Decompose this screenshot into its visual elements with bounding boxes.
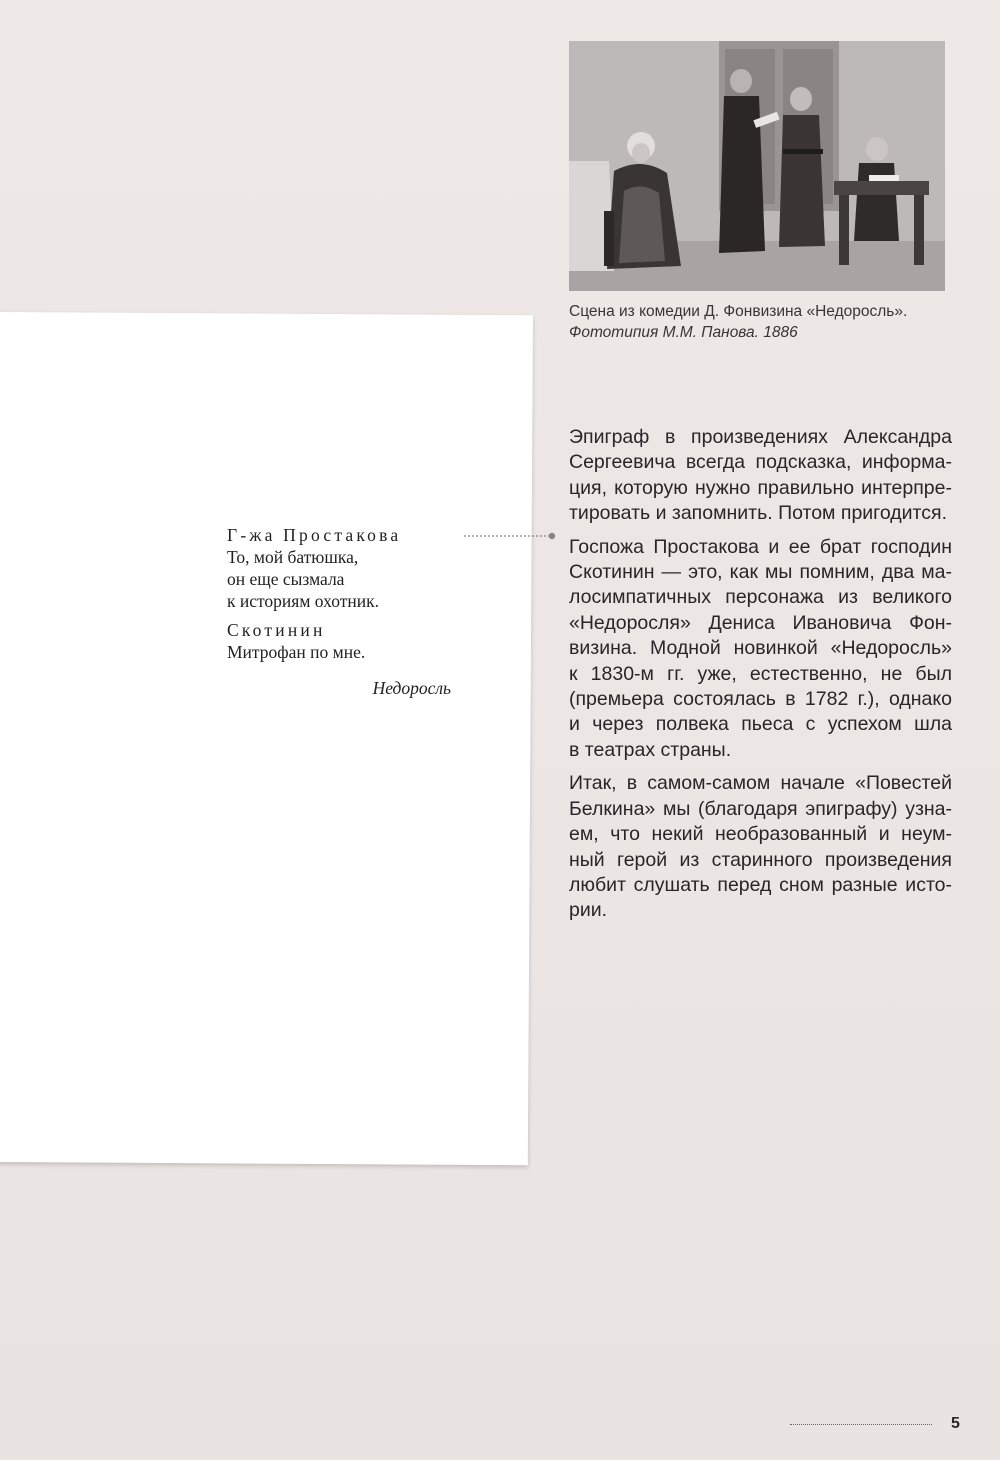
- text-line: ный герой из старинного произведения: [569, 848, 952, 871]
- text-line: Госпожа Простакова и ее брат господин: [569, 535, 952, 558]
- text-line: ем, что некий необразованный и неум-: [569, 823, 952, 846]
- body-text: [569, 425, 952, 932]
- epigraph-page: [0, 312, 533, 1165]
- paragraph-3: [569, 771, 952, 923]
- caption-title: Сцена из комедии Д. Фонвизина «Недоросль».: [569, 303, 908, 320]
- text-line: любит слушать перед сном разные исто-: [569, 873, 952, 896]
- text-line: Итак, в самом-самом начале «Повестей: [569, 772, 952, 795]
- theatre-scene-photo: [569, 41, 945, 291]
- text-line: к 1830-м гг. уже, естественно, не был: [569, 662, 952, 685]
- paragraph-1: [569, 425, 952, 527]
- paragraph-2: [569, 535, 952, 764]
- epigraph: [227, 524, 457, 699]
- epigraph-line: к историям охотник.: [227, 591, 379, 611]
- text-line: ция, которую нужно правильно интерпре-: [569, 476, 952, 499]
- connector-line: [464, 531, 560, 541]
- epigraph-speaker-prostakova: Г-жа Простакова: [227, 525, 402, 545]
- photo-caption: [569, 301, 969, 343]
- text-line: тировать и запомнить. Потом пригодится.: [569, 502, 947, 525]
- text-line: (премьера состоялась в 1782 г.), однако: [569, 688, 952, 711]
- footer-rule: [790, 1424, 932, 1425]
- epigraph-line: Митрофан по мне.: [227, 642, 366, 662]
- text-line: визина. Модной новинкой «Недоросль»: [569, 637, 952, 660]
- text-line: лосимпатичных персонажа из великого: [569, 586, 952, 609]
- text-line: «Недоросля» Дениса Ивановича Фон-: [569, 611, 952, 634]
- text-line: Скотинин — это, как мы помним, два ма-: [569, 561, 952, 584]
- text-line: в театрах страны.: [569, 738, 732, 761]
- text-line: рии.: [569, 899, 608, 922]
- page-number: 5: [951, 1415, 960, 1432]
- epigraph-line: он еще сызмала: [227, 569, 345, 589]
- text-line: Сергеевича всегда подсказка, информа-: [569, 451, 952, 474]
- text-line: Белкина» мы (благодаря эпиграфу) узна-: [569, 797, 952, 820]
- text-line: Эпиграф в произведениях Александра: [569, 426, 952, 448]
- epigraph-line: То, мой батюшка,: [227, 547, 359, 567]
- epigraph-source: Недоросль: [372, 678, 451, 698]
- connector-dot-icon: [549, 533, 555, 539]
- text-line: и через полвека пьеса с успехом шла: [569, 713, 952, 736]
- caption-credit: Фототипия М.М. Панова. 1886: [569, 324, 798, 341]
- epigraph-speaker-skotinin: Скотинин: [227, 620, 326, 640]
